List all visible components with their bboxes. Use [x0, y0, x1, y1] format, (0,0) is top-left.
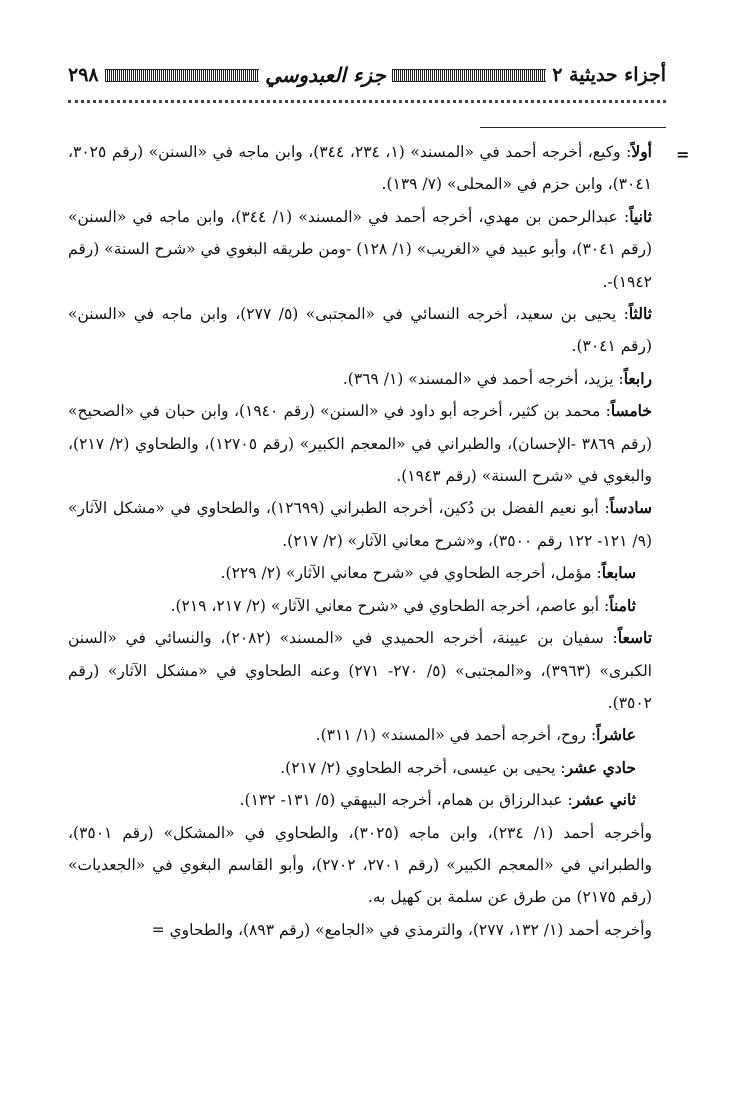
paragraph-text: : سفيان بن عيينة، أخرجه الحميدي في «المسند» (٢٠٨٢)، والنسائي في «السنن الكبرى» (٣٩٦٣)، و«المجتبى» (٥/ ٢٧٠- ٢٧١) وعنه الطحاوي في «مشكل الآثار» (رقم ٣٥٠٢). — [68, 629, 652, 712]
paragraph-4 — [68, 363, 666, 395]
header-dotted-divider — [68, 100, 666, 109]
paragraph-label: رابعاً — [623, 368, 652, 388]
paragraph-text: : عبدالرزاق بن همام، أخرجه البيهقي (٥/ ١٣١- ١٣٢). — [239, 791, 573, 810]
paragraph-label: تاسعاً — [617, 628, 653, 648]
paragraph-2 — [68, 201, 666, 298]
page-number: ٢٩٨ — [68, 64, 99, 86]
paragraph-label: عاشراً — [596, 725, 636, 745]
paragraph-3 — [68, 298, 666, 363]
paragraph-text: وأخرجه أحمد (١/ ١٣٢، ٢٧٧)، والترمذي في «الجامع» (رقم ٨٩٣)، والطحاوي = — [151, 920, 652, 939]
paragraph-label: حادي عشر — [565, 757, 636, 777]
paragraph-9 — [68, 622, 666, 719]
series-title: أجزاء حديثية ٢ — [552, 64, 667, 86]
paragraph-label: أولاً — [631, 142, 652, 161]
paragraph-label: ثالثاً — [628, 304, 652, 324]
paragraph-label: ثانياً — [629, 206, 653, 226]
paragraph-text: : محمد بن كثير، أخرجه أبو داود في «السنن» (رقم ١٩٤٠)، وابن حبان في «الصحيح» (رقم ٣٨٦٩ -الإحسان)، والطبراني في «المعجم الكبير» (رقم ١٢٧٠٥)، والطحاوي (٢/ ٢١٧)، والبغوي في «شرح السنة» (رقم ١٩٤٣). — [68, 402, 653, 486]
paragraph-1 — [68, 136, 666, 201]
paragraph-text: : عبدالرحمن بن مهدي، أخرجه أحمد في «المسند» (١/ ٣٤٤)، وابن ماجه في «السنن» (رقم ٣٠٤١)، وأبو عبيد في «الغريب» (١/ ١٢٨) -ومن طريقه البغوي في «شرح السنة» (رقم ١٩٤٢)-. — [68, 207, 653, 291]
paragraph-5 — [68, 395, 666, 492]
paragraph-text: : أبو عاصم، أخرجه الطحاوي في «شرح معاني الآثار» (٢/ ٢١٧، ٢١٩). — [170, 596, 610, 615]
paragraph-text: : يزيد، أخرجه أحمد في «المسند» (١/ ٣٦٩). — [342, 369, 624, 388]
paragraph-13 — [68, 817, 666, 914]
paragraph-label: خامساً — [610, 401, 652, 421]
continuation-mark: = — [676, 145, 690, 164]
paragraph-text: : يحيى بن عيسى، أخرجه الطحاوي (٢/ ٢١٧). — [280, 758, 566, 777]
footnote-separator — [480, 127, 666, 128]
paragraph-8 — [68, 590, 666, 622]
paragraph-6 — [68, 492, 666, 557]
paragraph-label: ثاني عشر — [572, 790, 636, 810]
paragraph-text: : أبو نعيم الفضل بن دُكين، أخرجه الطبراني (١٢٦٩٩)، والطحاوي في «مشكل الآثار» (٩/ ١٢١- ١٢٢ رقم ٣٥٠٠)، و«شرح معاني الآثار» (٢/ ٢١٧). — [68, 499, 652, 550]
header-rule-right — [392, 69, 546, 82]
paragraph-text: : روح، أخرجه أحمد في «المسند» (١/ ٣١١). — [315, 726, 597, 745]
paragraph-7 — [68, 557, 666, 589]
paragraph-11 — [68, 752, 666, 784]
paragraph-14 — [68, 914, 666, 946]
paragraph-text: : وكيع، أخرجه أحمد في «المسند» (١، ٢٣٤، ٣٤٤)، وابن ماجه في «السنن» (رقم ٣٠٢٥، ٣٠٤١)، وابن حزم في «المحلى» (٧/ ١٣٩). — [68, 143, 652, 194]
paragraph-10 — [68, 719, 666, 751]
paragraph-12 — [68, 784, 666, 816]
book-title: جزء العبدوسي — [265, 63, 386, 87]
paragraph-label: ثامناً — [609, 595, 636, 615]
paragraph-text: : يحيى بن سعيد، أخرجه النسائي في «المجتبى» (٥/ ٢٧٧)، وابن ماجه في «السنن» (رقم ٣٠٤١). — [68, 305, 652, 356]
page-header — [68, 58, 666, 92]
header-rule-left — [105, 69, 259, 82]
paragraph-text: وأخرجه أحمد (١/ ٢٣٤)، وابن ماجه (٣٠٢٥)، والطحاوي في «المشكل» (رقم ٣٥٠١)، والطبراني في «المعجم الكبير» (رقم ٢٧٠١، ٢٧٠٢)، وأبو القاسم البغوي في «الجعديات» (رقم ٢١٧٥) من طرق عن سلمة بن كهيل به. — [68, 823, 652, 907]
paragraph-label: سابعاً — [601, 563, 636, 583]
paragraph-text: : مؤمل، أخرجه الطحاوي في «شرح معاني الآثار» (٢/ ٢٢٩). — [220, 564, 602, 583]
footnote-body — [68, 136, 666, 946]
paragraph-label: سادساً — [609, 498, 652, 518]
